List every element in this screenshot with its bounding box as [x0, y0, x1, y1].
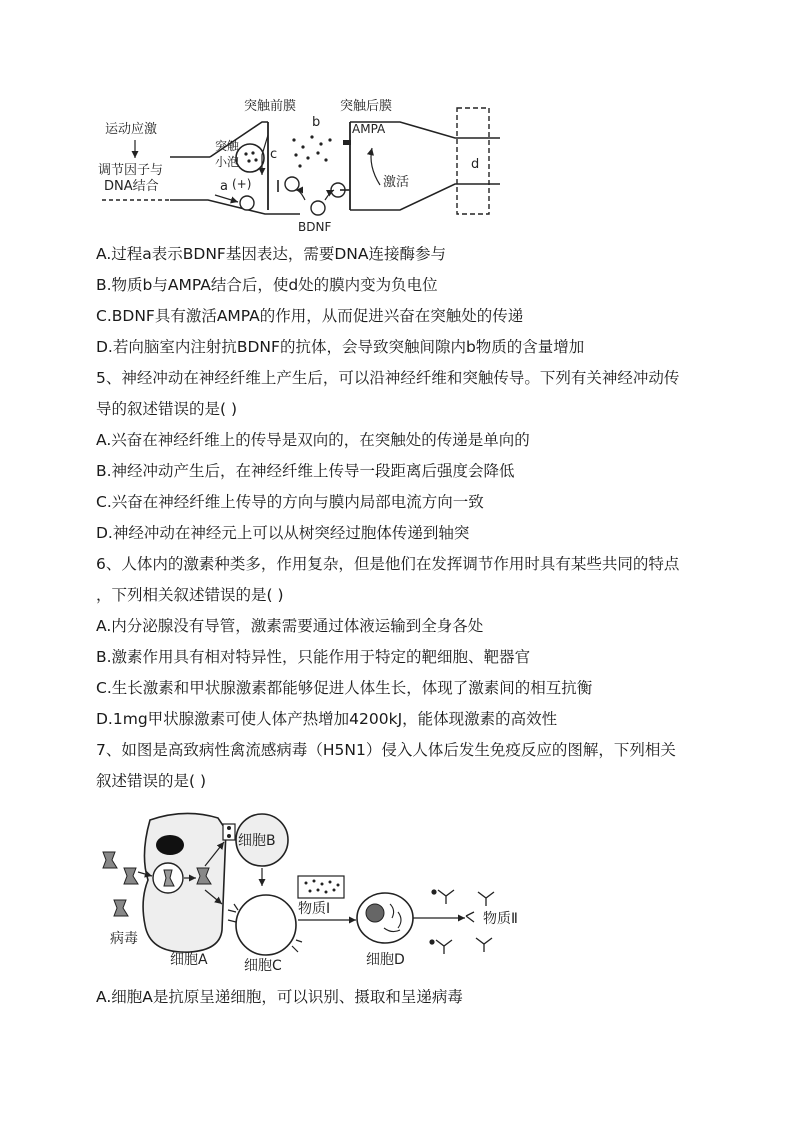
q5-stem-2: 导的叙述错误的是( ) — [96, 400, 238, 418]
q6-option-c: C.生长激素和甲状腺激素都能够促进人体生长，体现了激素间的相互抗衡 — [96, 679, 593, 697]
q6-option-b: B.激素作用具有相对特异性，只能作用于特定的靶细胞、靶器官 — [96, 648, 531, 666]
label-plus: (+) — [232, 177, 252, 191]
bdnf-vesicle-1 — [240, 196, 254, 210]
immune-diagram — [0, 800, 794, 990]
label-cell-d: 细胞D — [366, 952, 405, 968]
q5-option-c: C.兴奋在神经纤维上传导的方向与膜内局部电流方向一致 — [96, 493, 484, 511]
label-a: a — [220, 179, 228, 194]
label-substance-2: 物质Ⅱ — [483, 911, 518, 927]
bdnf-vesicle-2 — [285, 177, 299, 191]
q5-option-a: A.兴奋在神经纤维上的传导是双向的，在突触处的传递是单向的 — [96, 431, 530, 449]
q6-option-a: A.内分泌腺没有导管，激素需要通过体液运输到全身各处 — [96, 617, 484, 635]
q5-option-d: D.神经冲动在神经元上可以从树突经过胞体传递到轴突 — [96, 524, 470, 542]
label-b: b — [312, 115, 321, 130]
dendrite-lower — [350, 184, 500, 210]
label-cell-a: 细胞A — [170, 952, 208, 968]
label-vesicle-2: 小泡 — [215, 155, 240, 169]
q4-option-a: A.过程a表示BDNF基因表达，需要DNA连接酶参与 — [96, 245, 446, 263]
label-virus: 病毒 — [110, 931, 138, 947]
q7-option-a: A.细胞A是抗原呈递细胞，可以识别、摄取和呈递病毒 — [96, 988, 463, 1006]
q6-option-d: D.1mg甲状腺激素可使人体产热增加4200kJ，能体现激素的高效性 — [96, 710, 558, 728]
label-cell-c: 细胞C — [244, 958, 282, 974]
label-d: d — [471, 157, 480, 172]
label-exercise: 运动应激 — [105, 122, 158, 137]
q6-stem-1: 6、人体内的激素种类多，作用复杂，但是他们在发挥调节作用时具有某些共同的特点 — [96, 555, 680, 573]
bdnf-vesicle-3 — [311, 201, 325, 215]
label-substance-1: 物质Ⅰ — [298, 901, 331, 917]
label-bdnf: BDNF — [298, 220, 332, 234]
cell-a-nucleus — [156, 835, 184, 855]
q7-stem-1: 7、如图是高致病性禽流感病毒（H5N1）侵入人体后发生免疫反应的图解，下列相关 — [96, 741, 676, 759]
q6-stem-2: ，下列相关叙述错误的是( ) — [96, 586, 284, 604]
q4-option-b: B.物质b与AMPA结合后，使d处的膜内变为负电位 — [96, 276, 438, 294]
substance-1-box — [298, 876, 344, 898]
label-factor-2: DNA结合 — [104, 179, 159, 194]
q4-option-c: C.BDNF具有激活AMPA的作用，从而促进兴奋在突触处的传递 — [96, 307, 524, 325]
neurotransmitter-dots — [292, 135, 331, 167]
label-c: c — [270, 147, 278, 162]
q5-stem-1: 5、神经冲动在神经纤维上产生后，可以沿神经纤维和突触传导。下列有关神经冲动传 — [96, 369, 680, 387]
label-cell-b: 细胞B — [238, 833, 276, 849]
label-postsynaptic: 突触后膜 — [340, 99, 393, 114]
label-factor-1: 调节因子与 — [98, 163, 164, 178]
label-ampa: AMPA — [352, 122, 386, 136]
q7-stem-2: 叙述错误的是( ) — [96, 772, 207, 790]
label-vesicle-1: 突触 — [215, 139, 240, 153]
label-activate: 激活 — [383, 175, 410, 190]
label-presynaptic: 突触前膜 — [244, 99, 297, 114]
synaptic-vesicle — [236, 144, 264, 172]
axon-lower-line — [170, 200, 300, 214]
cell-c — [236, 895, 296, 955]
cell-d — [357, 893, 413, 943]
q4-option-d: D.若向脑室内注射抗BDNF的抗体，会导致突触间隙内b物质的含量增加 — [96, 338, 585, 356]
q5-option-b: B.神经冲动产生后，在神经纤维上传导一段距离后强度会降低 — [96, 462, 515, 480]
ampa-receptor — [343, 140, 351, 145]
synapse-diagram — [0, 0, 794, 240]
